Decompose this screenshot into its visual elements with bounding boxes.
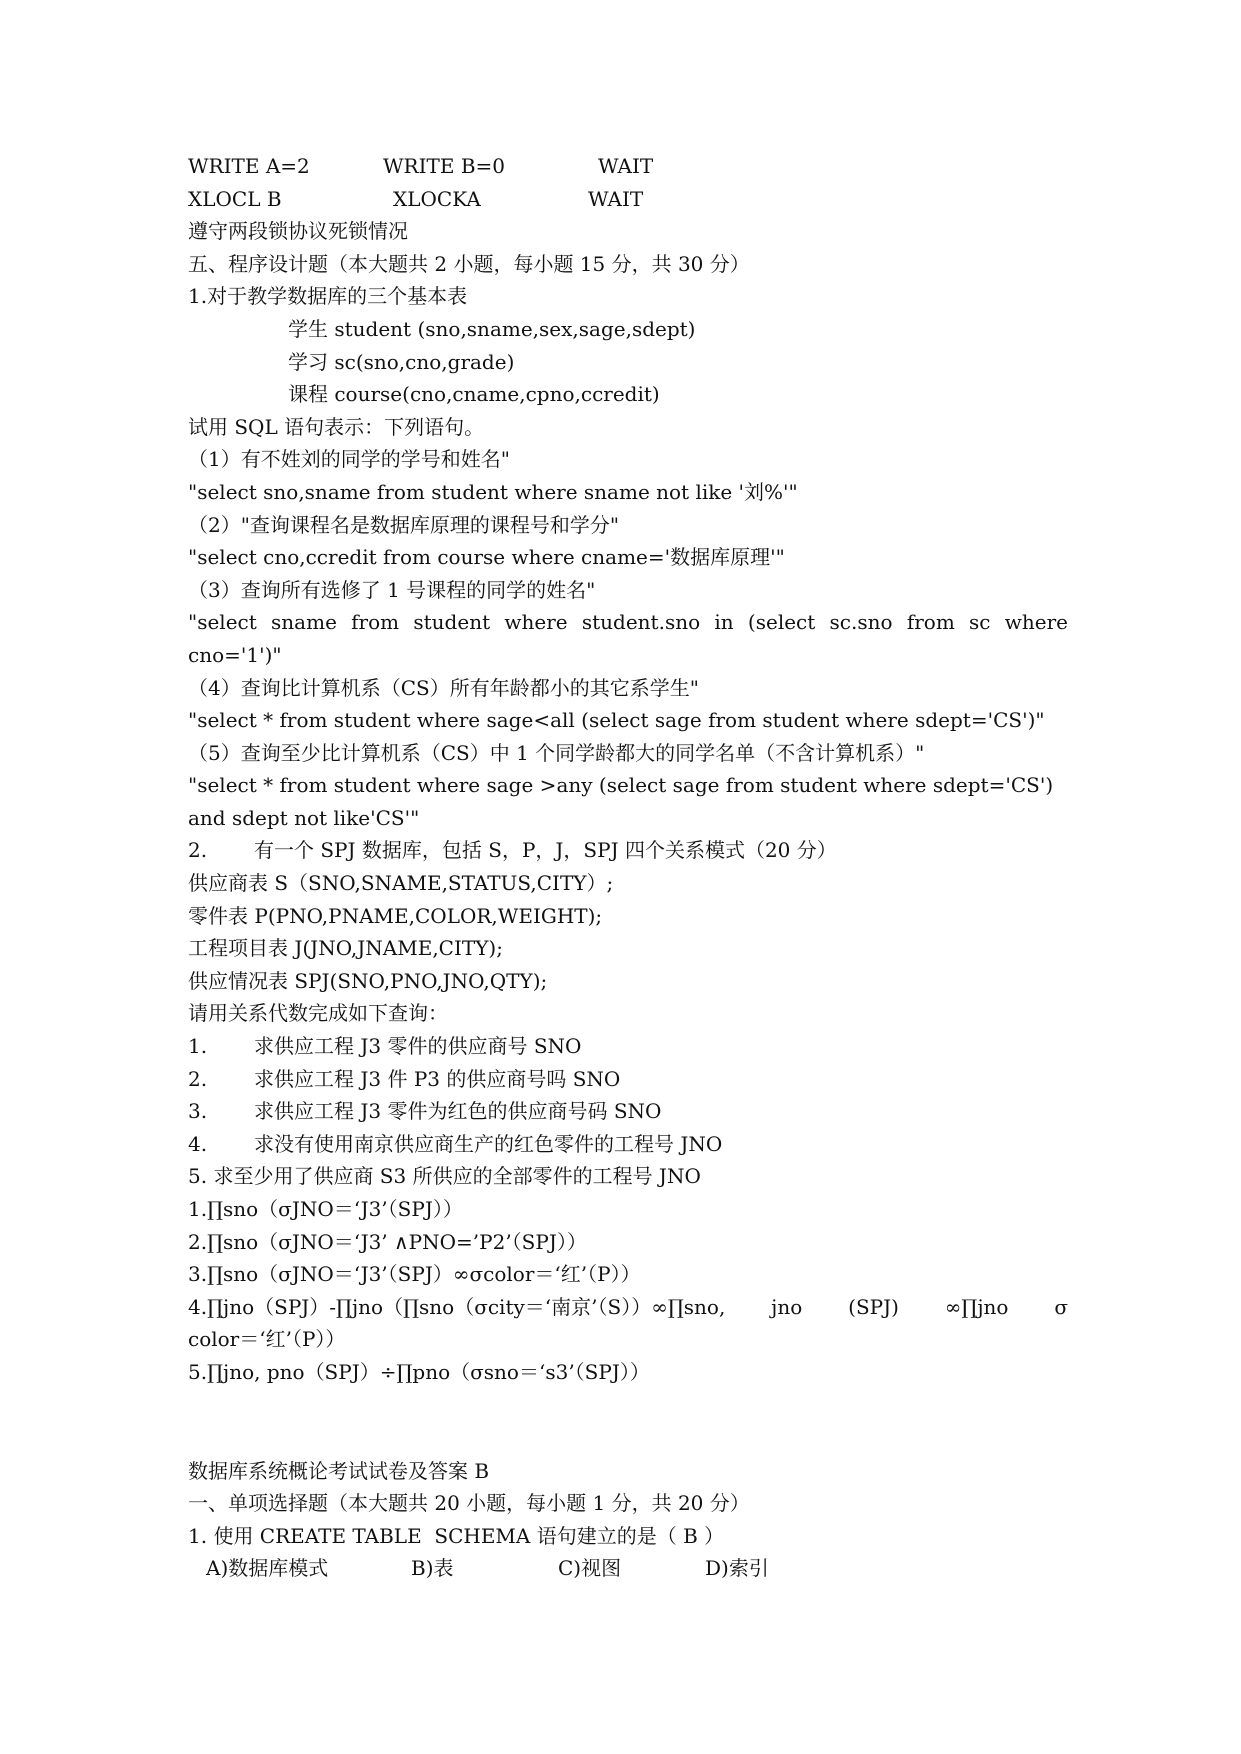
algebra-answer: 3.∏sno（σJNO＝‘J3’（SPJ）∞σcolor＝‘红’（P）） xyxy=(188,1262,641,1287)
question-number: 2. xyxy=(188,838,208,863)
sql-answer: "select sno,sname from student where sname not like '刘%'" xyxy=(188,479,798,504)
table-sc: 学习 sc(sno,cno,grade) xyxy=(288,349,515,374)
sql-word: student xyxy=(413,610,491,635)
section-one-title: 一、单项选择题（本大题共 20 小题，每小题 1 分，共 20 分） xyxy=(188,1491,750,1516)
sql-word: where xyxy=(504,610,568,635)
algebra-answer-continued: color＝‘红’（P）） xyxy=(188,1327,346,1352)
question-2-title xyxy=(188,834,1068,867)
section-spacer xyxy=(188,1389,1068,1455)
sql-word: sname xyxy=(271,610,337,635)
mc-option-d: D)索引 xyxy=(705,1556,769,1581)
sub-question: （5）查询至少比计算机系（CS）中 1 个同学龄都大的同学名单（不含计算机系）" xyxy=(188,740,925,765)
sub-question: （1）有不姓刘的同学的学号和姓名" xyxy=(188,447,510,472)
sub-question: （2）"查询课程名是数据库原理的课程号和学分" xyxy=(188,512,620,537)
schema-j: 工程项目表 J(JNO,JNAME,CITY); xyxy=(188,936,503,961)
algebra-word: jno xyxy=(771,1294,803,1319)
sql-word: sc xyxy=(969,610,991,635)
sql-word: student.sno xyxy=(581,610,701,635)
deadlock-note: 遵守两段锁协议死锁情况 xyxy=(188,219,408,244)
lock-cell: WRITE A=2 xyxy=(188,154,310,178)
sub-question: （3）查询所有选修了 1 号课程的同学的姓名" xyxy=(188,577,596,602)
sql-answer: "select * from student where sage<all (select sage from student where sdept='CS')" xyxy=(188,708,1045,733)
sql-prompt: 试用 SQL 语句表示：下列语句。 xyxy=(188,414,485,439)
sql-answer: "select cno,ccredit from course where cname='数据库原理'" xyxy=(188,545,785,570)
sql-answer-continued: cno='1')" xyxy=(188,642,282,667)
lock-cell: WAIT xyxy=(588,186,644,211)
query-text: 求供应工程 J3 零件的供应商号 SNO xyxy=(254,1034,582,1059)
mc-options xyxy=(188,1552,1068,1585)
query-item xyxy=(188,1030,1068,1063)
section-five-title: 五、程序设计题（本大题共 2 小题，每小题 15 分，共 30 分） xyxy=(188,251,750,276)
schema-p: 零件表 P(PNO,PNAME,COLOR,WEIGHT); xyxy=(188,903,603,928)
query-item xyxy=(188,1095,1068,1128)
algebra-word: (SPJ) xyxy=(848,1294,899,1319)
query-number: 1. xyxy=(188,1034,208,1059)
lock-row-1 xyxy=(188,150,1068,183)
algebra-word: ∞∏jno xyxy=(944,1294,1009,1319)
sql-word: "select xyxy=(188,610,257,635)
lock-row-2 xyxy=(188,183,1068,216)
query-item xyxy=(188,1128,1068,1161)
query-item: 5. 求至少用了供应商 S3 所供应的全部零件的工程号 JNO xyxy=(188,1164,701,1189)
sql-answer-justified xyxy=(188,606,1068,639)
table-course: 课程 course(cno,cname,cpno,ccredit) xyxy=(288,382,660,407)
query-text: 求供应工程 J3 件 P3 的供应商号吗 SNO xyxy=(254,1066,621,1091)
table-student: 学生 student (sno,sname,sex,sage,sdept) xyxy=(288,316,696,341)
sql-word: sc.sno xyxy=(829,610,893,635)
algebra-answer-justified xyxy=(188,1291,1068,1324)
question-1-intro: 1.对于教学数据库的三个基本表 xyxy=(188,284,468,309)
lock-cell: XLOCL B xyxy=(188,186,282,211)
algebra-prompt: 请用关系代数完成如下查询： xyxy=(188,1001,448,1026)
query-number: 4. xyxy=(188,1131,208,1156)
mc-option-b: B)表 xyxy=(411,1556,454,1581)
query-text: 求没有使用南京供应商生产的红色零件的工程号 JNO xyxy=(254,1131,723,1156)
lock-cell: XLOCKA xyxy=(393,186,481,211)
mc-option-a: A)数据库模式 xyxy=(206,1556,329,1581)
paper-b-title: 数据库系统概论考试试卷及答案 B xyxy=(188,1458,490,1483)
sub-question: （4）查询比计算机系（CS）所有年龄都小的其它系学生" xyxy=(188,675,699,700)
question-text: 有一个 SPJ 数据库，包括 S，P，J，SPJ 四个关系模式（20 分） xyxy=(254,838,837,863)
sql-word: from xyxy=(351,610,400,635)
query-number: 3. xyxy=(188,1099,208,1124)
query-text: 求供应工程 J3 零件为红色的供应商号码 SNO xyxy=(254,1099,662,1124)
mc-option-c: C)视图 xyxy=(558,1556,622,1581)
algebra-answer: 2.∏sno（σJNO＝‘J3’ ∧PNO=’P2’（SPJ）） xyxy=(188,1229,587,1254)
schema-spj: 供应情况表 SPJ(SNO,PNO,JNO,QTY); xyxy=(188,968,548,993)
sql-word: in xyxy=(714,610,734,635)
query-number: 2. xyxy=(188,1066,208,1091)
sql-answer-continued: and sdept not like'CS'" xyxy=(188,805,420,830)
mc-question-1: 1. 使用 CREATE TABLE SCHEMA 语句建立的是（ B ） xyxy=(188,1523,725,1548)
sql-word: from xyxy=(906,610,955,635)
schema-s: 供应商表 S（SNO,SNAME,STATUS,CITY）; xyxy=(188,871,614,896)
algebra-answer: 5.∏jno, pno（SPJ）÷∏pno（σsno＝‘s3’（SPJ）） xyxy=(188,1359,650,1384)
lock-cell: WAIT xyxy=(598,154,654,178)
query-item xyxy=(188,1063,1068,1096)
sql-word: (select xyxy=(747,610,816,635)
algebra-word: 4.∏jno（SPJ）-∏jno（∏sno（σcity＝‘南京’（S））∞∏sno, xyxy=(188,1294,726,1319)
algebra-answer: 1.∏sno（σJNO＝‘J3’（SPJ）） xyxy=(188,1197,463,1221)
sql-word: where xyxy=(1004,610,1068,635)
sql-answer: "select * from student where sage >any (select sage from student where sdept='CS') xyxy=(188,773,1054,798)
lock-cell: WRITE B=0 xyxy=(383,154,505,178)
algebra-word: σ xyxy=(1054,1294,1068,1319)
document-page xyxy=(188,150,1068,1585)
